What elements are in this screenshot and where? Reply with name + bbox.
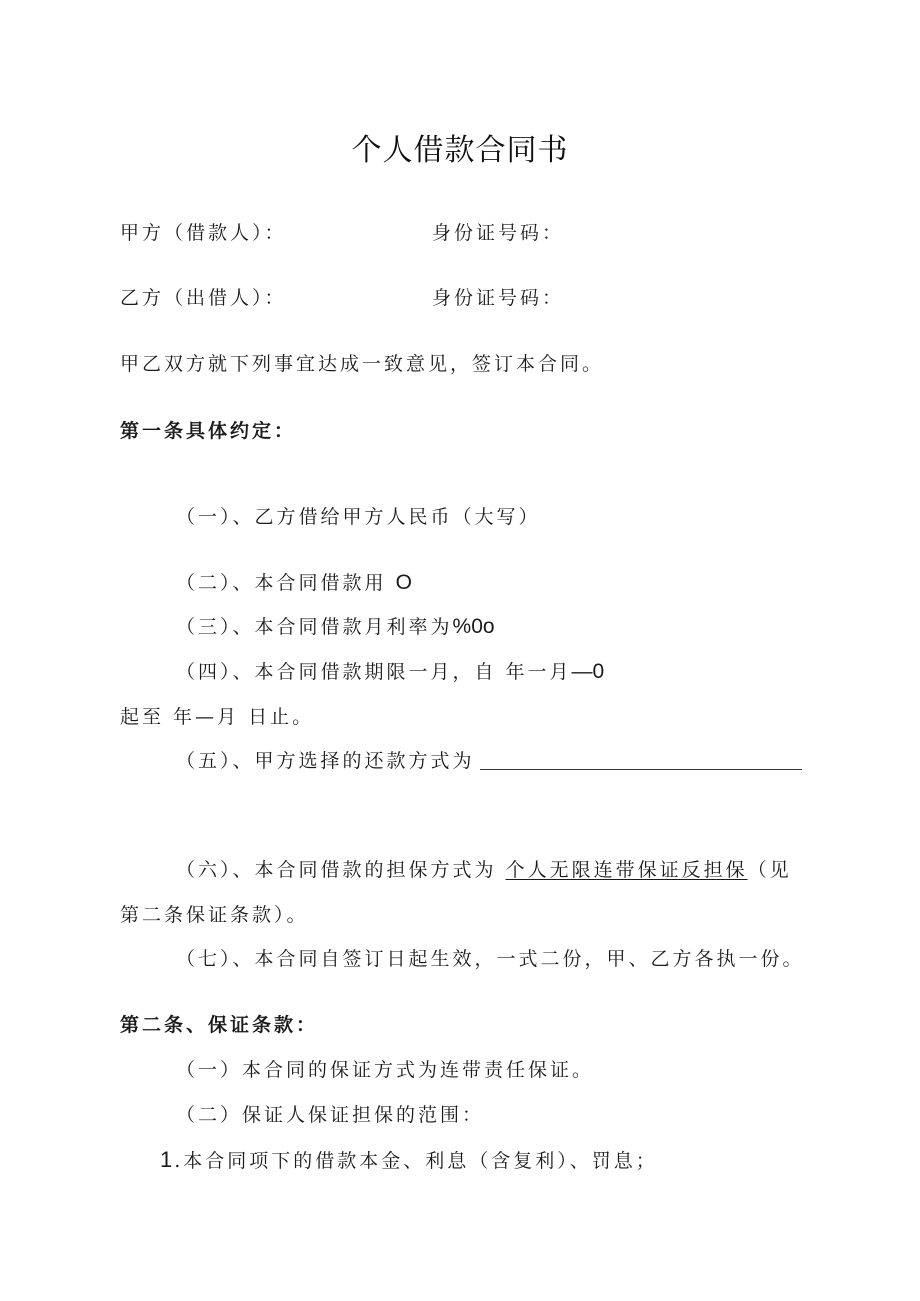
article-2-heading: 第二条、保证条款： (120, 1014, 319, 1036)
party-a-label: 甲方（借款人）： (120, 222, 287, 244)
party-a-id-label: 身份证号码： (432, 222, 565, 244)
article-1-heading: 第一条具体约定： (120, 420, 297, 442)
sub-item-1-text: .本合同项下的借款本金、利息（含复利）、罚息； (174, 1150, 658, 1172)
article-1-item-6 (176, 858, 792, 882)
sub-item-1-number: 1 (160, 1147, 175, 1172)
article-1-item-1: （一）、乙方借给甲方人民币（大写） (176, 506, 541, 528)
article-1-item-4-continued: 起至 年—月 日止。 (120, 706, 315, 728)
article-1-item-6-continued: 第二条保证条款）。 (120, 904, 309, 926)
repayment-method-blank (480, 769, 802, 770)
item-3-tail: %0o (452, 615, 495, 638)
item-3-text: （三）、本合同借款月利率为 (176, 616, 453, 638)
party-b-label: 乙方（出借人）： (120, 287, 287, 309)
item-4-text: （四）、本合同借款期限一月，自 年一月 (176, 661, 572, 683)
item-6-guarantee-type: 个人无限连带保证反担保 (505, 859, 748, 881)
item-6-pre: （六）、本合同借款的担保方式为 (176, 859, 497, 881)
item-2-tail: O (395, 571, 412, 594)
article-2-item-2: （二）保证人保证担保的范围： (176, 1104, 485, 1126)
item-6-post: （见 (747, 859, 792, 881)
item-2-text: （二）、本合同借款用 (176, 572, 387, 594)
page-title: 个人借款合同书 (351, 133, 569, 168)
article-2-item-1: （一）本合同的保证方式为连带责任保证。 (176, 1059, 595, 1081)
article-2-sub-item-1 (160, 1148, 658, 1173)
article-1-item-3 (176, 615, 495, 639)
article-1-item-7: （七）、本合同自签订日起生效，一式二份，甲、乙方各执一份。 (176, 948, 805, 970)
item-4-tail: —0 (571, 660, 605, 683)
article-1-item-5: （五）、甲方选择的还款方式为 (176, 750, 475, 772)
party-b-id-label: 身份证号码： (432, 287, 565, 309)
article-1-item-2 (176, 571, 412, 595)
article-1-item-4 (176, 660, 604, 684)
intro-text: 甲乙双方就下列事宜达成一致意见，签订本合同。 (120, 353, 605, 375)
